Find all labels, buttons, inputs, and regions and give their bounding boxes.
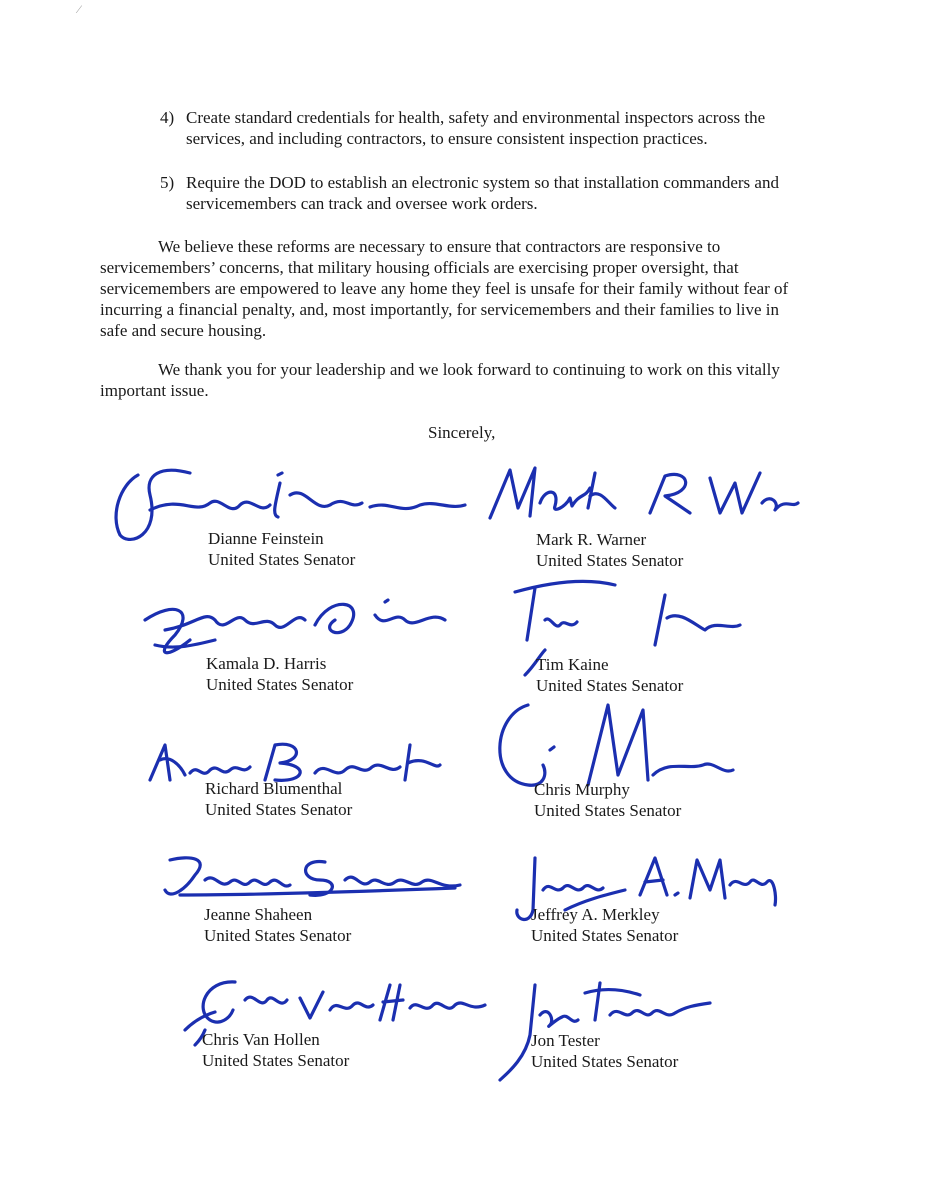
signatory-title: United States Senator (205, 800, 353, 819)
signatory-block (531, 904, 678, 946)
list-item (160, 107, 810, 151)
signatory-title: United States Senator (536, 551, 684, 570)
signatory-title: United States Senator (536, 676, 684, 695)
signatory-block (536, 529, 683, 571)
signatory-block (205, 778, 352, 820)
signatory-title: United States Senator (531, 1052, 679, 1071)
signatory-block (534, 779, 681, 821)
list-item (160, 172, 810, 216)
signatory-name: Jon Tester (531, 1031, 600, 1050)
signatory-title: United States Senator (202, 1051, 350, 1070)
scan-mark: ⁄ (78, 2, 81, 16)
signatory-block (202, 1029, 349, 1071)
list-number: 5) (160, 173, 175, 192)
signatory-title: United States Senator (208, 550, 356, 569)
signatory-name: Jeanne Shaheen (204, 905, 313, 924)
signatory-block (204, 904, 351, 946)
list-number: 4) (160, 108, 175, 127)
signatory-name: Chris Van Hollen (202, 1030, 320, 1049)
body-paragraph: We believe these reforms are necessary to ensure that contractors are responsive to servicemembers’ concerns, that military housing officials are exercising proper oversight, that servicemembers are empowered to leave any home they feel is unsafe for their family without fear of incurring a financial penalty, and, most importantly, for servicemembers and their families to live in safe and secure housing. (100, 237, 789, 340)
signatory-name: Mark R. Warner (536, 530, 647, 549)
signatory-block (531, 1030, 678, 1072)
signatory-name: Tim Kaine (536, 655, 609, 674)
list-text: Create standard credentials for health, safety and environmental inspectors across the services, and including contractors, to ensure consistent inspection practices. (186, 108, 766, 148)
signatory-block (208, 528, 355, 570)
signatory-name: Dianne Feinstein (208, 529, 324, 548)
signatory-name: Jeffrey A. Merkley (531, 905, 660, 924)
body-paragraph: We thank you for your leadership and we look forward to continuing to work on this vitally important issue. (100, 360, 780, 400)
signatory-name: Kamala D. Harris (206, 654, 327, 673)
signatory-title: United States Senator (534, 801, 682, 820)
signature-warner (480, 458, 810, 528)
signatory-title: United States Senator (531, 926, 679, 945)
signature-shaheen (150, 850, 470, 905)
list-text: Require the DOD to establish an electronic system so that installation commanders and servicemembers can track and oversee work orders. (186, 173, 779, 213)
signatory-title: United States Senator (206, 675, 354, 694)
signatory-name: Richard Blumenthal (205, 779, 343, 798)
signatory-name: Chris Murphy (534, 780, 630, 799)
signatory-block (206, 653, 353, 695)
signatory-title: United States Senator (204, 926, 352, 945)
closing-salutation: Sincerely, (428, 423, 496, 442)
